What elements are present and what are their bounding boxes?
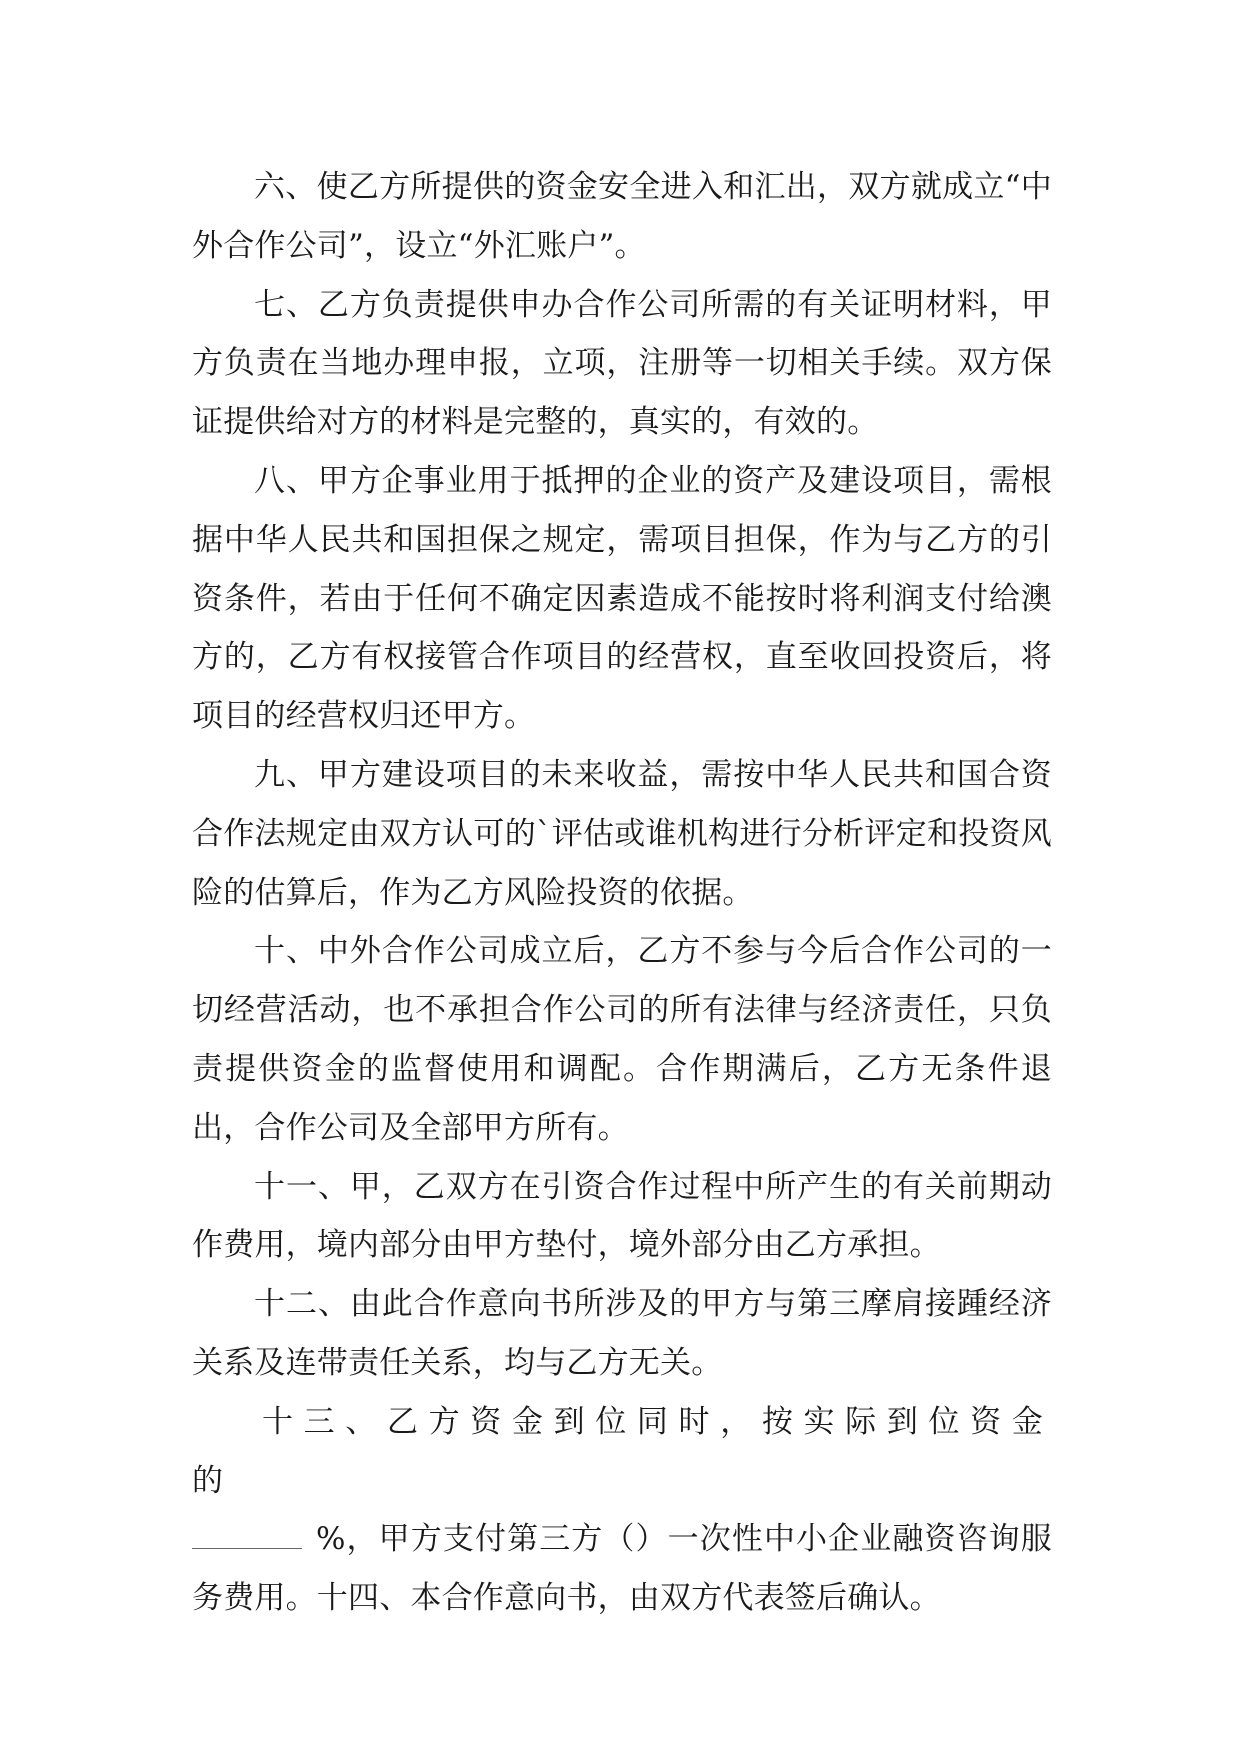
paragraph-9: 九、甲方建设项目的未来收益，需按中华人民共和国合资合作法规定由双方认可的`评估或谁机构进行分析评定和投资风险的估算后，作为乙方风险投资的依据。	[192, 756, 1052, 911]
fill-in-blank	[192, 1520, 302, 1549]
document-body	[192, 158, 1052, 1628]
paragraph-13-text: 十三、乙方资金到位同时，按实际到位资金的	[192, 1403, 1052, 1499]
paragraph-13-rest	[192, 1510, 1052, 1628]
paragraph-13-14-text: %，甲方支付第三方（）一次性中小企业融资咨询服务费用。十四、本合作意向书，由双方代表签后确认。	[192, 1521, 1052, 1617]
paragraph-12: 十二、由此合作意向书所涉及的甲方与第三摩肩接踵经济关系及连带责任关系，均与乙方无关。	[192, 1286, 1052, 1381]
paragraph-13-line1	[192, 1393, 1052, 1511]
paragraph-11: 十一、甲，乙双方在引资合作过程中所产生的有关前期动作费用，境内部分由甲方垫付，境外部分由乙方承担。	[192, 1168, 1052, 1264]
paragraph-8: 八、甲方企事业用于抵押的企业的资产及建设项目，需根据中华人民共和国担保之规定，需项目担保，作为与乙方的引资条件，若由于任何不确定因素造成不能按时将利润支付给澳方的，乙方有权接管合作项目的经营权，直至收回投资后，将项目的经营权归还甲方。	[192, 462, 1052, 735]
paragraph-10: 十、中外合作公司成立后，乙方不参与今后合作公司的一切经营活动，也不承担合作公司的所有法律与经济责任，只负责提供资金的监督使用和调配。合作期满后，乙方无条件退出，合作公司及全部甲方所有。	[192, 933, 1052, 1146]
paragraph-7: 七、乙方负责提供申办合作公司所需的有关证明材料，甲方负责在当地办理申报，立项，注册等一切相关手续。双方保证提供给对方的材料是完整的，真实的，有效的。	[192, 286, 1052, 441]
paragraph-6: 六、使乙方所提供的资金安全进入和汇出，双方就成立“中外合作公司”，设立“外汇账户”。	[192, 169, 1052, 264]
